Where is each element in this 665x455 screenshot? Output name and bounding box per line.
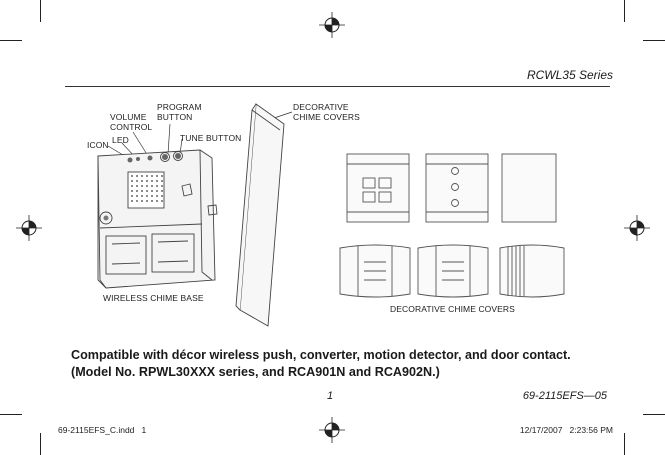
caption-line-2: (Model No. RPWL30XXX series, and RCA901N and RCA902N.) — [71, 365, 440, 379]
icon-label: ICON — [87, 140, 109, 150]
chime-cover-side-illustration — [234, 100, 290, 330]
cover-striped-illustration — [496, 240, 568, 302]
slug-filename: 69-2115EFS_C.indd 1 — [58, 425, 147, 435]
cover-plain-illustration — [498, 150, 560, 226]
document-number: 69-2115EFS—05 — [522, 390, 607, 402]
wireless-chime-base-illustration — [90, 148, 230, 293]
led-label: LED — [112, 135, 129, 145]
compatibility-caption — [71, 347, 616, 381]
tune-button-label: TUNE BUTTON — [180, 133, 242, 143]
cover-four-button-illustration — [343, 150, 413, 226]
decorative-covers-bottom-label: DECORATIVE CHIME COVERS — [390, 304, 515, 314]
wireless-chime-base-label: WIRELESS CHIME BASE — [103, 293, 204, 303]
volume-control-label: VOLUME CONTROL — [110, 112, 153, 132]
decorative-covers-top-label: DECORATIVE CHIME COVERS — [293, 102, 360, 122]
slug-timestamp: 12/17/2007 2:23:56 PM — [519, 425, 613, 435]
cover-slotted-illustration — [336, 240, 414, 302]
caption-line-1: Compatible with décor wireless push, converter, motion detector, and door contact. — [71, 348, 571, 362]
series-title: RCWL35 Series — [526, 68, 613, 82]
page-number: 1 — [327, 390, 334, 402]
cover-three-button-illustration — [422, 150, 492, 226]
program-button-label: PROGRAM BUTTON — [157, 102, 202, 122]
cover-slotted-illustration — [414, 240, 492, 302]
